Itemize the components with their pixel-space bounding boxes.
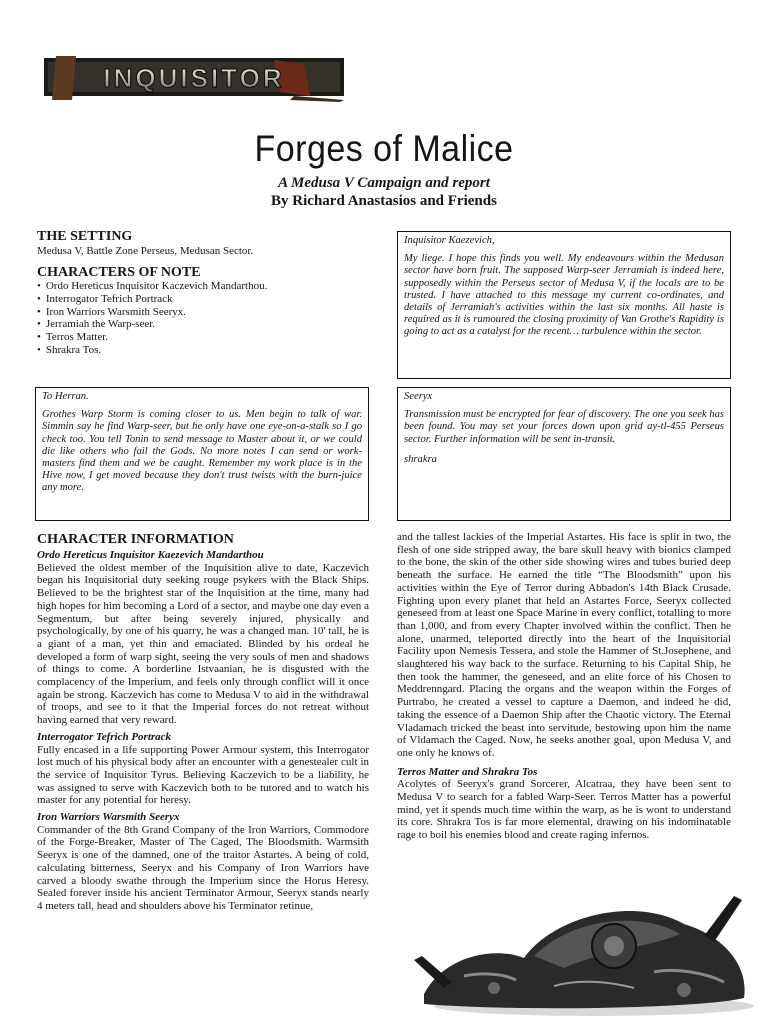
- page-subtitle: A Medusa V Campaign and report: [278, 175, 490, 191]
- message-body: Transmission must be encrypted for fear of discovery. The one you seek has been found. You may set your forces down upon grid ay-tl-455 Perseus sector. Further information will be sent in-transit.: [404, 409, 724, 445]
- list-item: • Terros Matter.: [37, 331, 377, 344]
- kaczevich-text: Believed the oldest member of the Inquisition alive to date, Kaczevich began his Inquisitorial duty seeking rouge psykers with the Black Ships. Believed to be the brightest star of the Inquisition at the time, many had high hopes for him becoming a Lord of a sector, and maybe one day even a Segmentum, but after being severely injured, physically and psychologically, by one of his quarry, he was a changed man. 10' tall, he is a giant of a man, yet thin and emaciated. Blinded by his ordeal he developed a form of warp sight, seeing the very souls of men and shadows of things to come. A borderline Istvaanian, he is disgusted with the complacency of the Imperium, and feels only through conflict will it once again be strong. Kaczevich has come to Medusa V to aid in the withdrawal of troops, and see to it that the Imperial forces do not retreat without having earned that very reward.: [37, 561, 369, 727]
- message-body: My liege. I hope this finds you well. My endeavours within the Medusan sector have born fruit. The supposed Warp-seer Jerramiah is indeed here, supposedly within the Perseus sector of Medusa V, if the locals are to be trusted. I have attached to this message my current co-ordinates, and details of Jerramiah's activities within the last six months. All haste is required as it is rumoured the closing proximity of Van Grothe's Rapidity is going to act as a catalyst for the recent… turbulence within the sector.: [404, 253, 724, 338]
- logo-wordmark: INQUISITOR: [103, 63, 285, 93]
- message-box-kaezevich: [397, 231, 731, 379]
- list-item: • Jerramiah the Warp-seer.: [37, 318, 377, 331]
- setting-section: [37, 229, 377, 357]
- character-info-left-column: [37, 532, 369, 913]
- message-salutation: Inquisitor Kaezevich,: [404, 235, 495, 246]
- message-salutation: Seeryx: [404, 391, 433, 402]
- setting-text: Medusa V, Battle Zone Perseus, Medusan Sector.: [37, 245, 254, 257]
- message-box-herran: [35, 387, 369, 521]
- setting-heading: THE SETTING: [37, 229, 133, 244]
- characters-heading: CHARACTERS OF NOTE: [37, 265, 201, 280]
- list-item: • Interrogator Tefrich Portrack: [37, 293, 377, 306]
- portrack-subheading: Interrogator Tefrich Portrack: [37, 730, 172, 743]
- fallen-daemon-engine-illustration: [404, 876, 762, 1020]
- portrack-text: Fully encased in a life supporting Power Armour system, this Interrogator lost much of his physical body after an encounter with a genestealer cult in the service of Inquisitor Tyrus. Believing Kaczevich to be a liability, he was assigned to serve with Kaczevich both to be tutored and to watch his master for any potential for heresy.: [37, 743, 369, 807]
- seeryx-text-continued: and the tallest lackies of the Imperial Astartes. His face is split in two, the flesh of one side stripped away, the bare skull heavy with bionics clamped to the bone, the skin of the other side showing wires and tubes buried deep beneath the surface. He earned the title “The Bloodsmith” upon his activities within the Eye of Terror during Abbadon's 14th Black Crusade. Fighting upon every planet that held an Astartes Force, Seeryx collected geneseed from at least one Space Marine in every conflict, totalling to more than 1,000, and from every Chapter involved within the conflict. Then he alone, unarmed, teleported directly into the heart of the Inquisitorial Facility upon Nemesis Tessera, and stole the Hammer of St.Josephene, and slaughtered his way back to the surface. Returning to his Capital Ship, he then took the hammer, the geneseed, and an elite force of his Chosen to Meddrenngard. Placing the organs and the weapon within the Forges of Purtrabo, he created a vessel to capture a Daemon, and indeed he did, taking the essence of a Daemon Ship after the Chaotic victory. The Eternal Vladamach tricked the beast into servitude, bestowing upon him the name of Vldamach the Caged. Now, he seeks another goal, upon Medusa V, and one only he knows of.: [397, 531, 731, 759]
- message-signature: shrakra: [404, 453, 437, 465]
- message-box-seeryx: [397, 387, 731, 521]
- characters-list: [37, 280, 377, 357]
- kaczevich-subheading: Ordo Hereticus Inquisitor Kaezevich Mandarthou: [37, 549, 264, 561]
- author-byline: By Richard Anastasios and Friends: [271, 193, 497, 209]
- inquisitor-logo: [44, 52, 354, 104]
- character-info-right-column: [397, 531, 731, 842]
- terros-text: Acolytes of Seeryx's grand Sorcerer, Alcatraa, they have been sent to Medusa V to search for a fabled Warp-Seer. Terros Matter has a powerful mind, yet it spends much time within the warp, as he is wont to understand its core. Shrakra Tos is far more elemental, drawing on his indominatable rage to boil his enemies blood and create raging infernos.: [397, 778, 731, 842]
- list-item: • Iron Warriors Warsmith Seeryx.: [37, 306, 377, 319]
- terros-subheading: Terros Matter and Shrakra Tos: [397, 765, 538, 778]
- message-salutation: To Herran.: [42, 391, 89, 402]
- seeryx-text: Commander of the 8th Grand Company of the Iron Warriors, Commodore of the Forge-Breaker, Master of The Caged, The Bloodsmith. Warmsith Seeryx is one of the damned, one of the traitor Astartes. A being of cold, calculating bitterness, Seeryx and his Company of Iron Warriors have carved a bloody swathe through the Imperium since the Horus Heresy. Sealed forever inside his ancient Terminator Armour, Seeryx stands nearly 4 meters tall, head and shoulders above his Terminator retinue,: [37, 823, 369, 912]
- page-title: Forges of Malice: [254, 128, 514, 169]
- seeryx-subheading: Iron Warriors Warsmith Seeryx: [37, 811, 180, 824]
- message-body: Grothes Warp Storm is coming closer to us. Men begin to talk of war. Simmin say he find Warp-seer, but he only have one eye-on-a-stalk so I go check too. You tell Tonin to send message to Master about it, or we could die like others who fail the Gods. No more notes I can send or work-masters find them and we be caught. Remember my work place is in the Hive now, I get moved because they don't trust twists with the burn-juice any more.: [42, 409, 362, 494]
- list-item: • Ordo Hereticus Inquisitor Kaczevich Mandarthou.: [37, 280, 377, 293]
- list-item: • Shrakra Tos.: [37, 344, 377, 357]
- character-info-heading: CHARACTER INFORMATION: [37, 532, 234, 547]
